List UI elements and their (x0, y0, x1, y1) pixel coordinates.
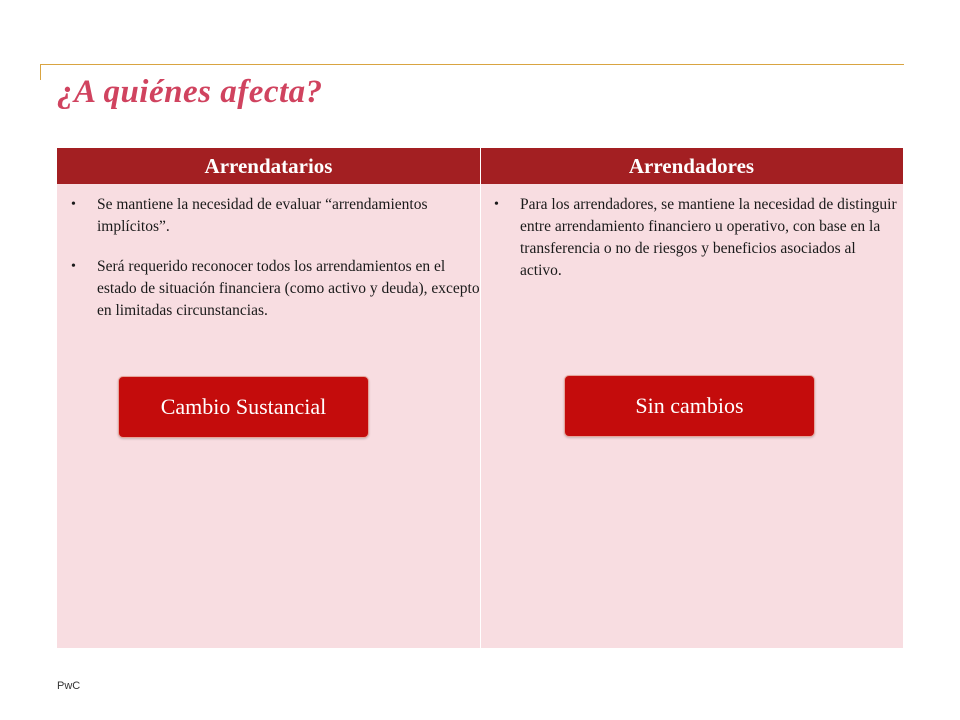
list-item (69, 194, 481, 238)
list-item (492, 194, 900, 282)
footer-brand: PwC (57, 680, 81, 692)
callout-cambio-sustancial: Cambio Sustancial (118, 376, 369, 438)
top-accent-tick (40, 64, 41, 80)
bullet-text: Para los arrendadores, se mantiene la necesidad de distinguir entre arrendamiento financiero u operativo, con base en la transferencia o no de riesgos y beneficios asociados al activo. (520, 196, 897, 279)
slide-title: ¿A quiénes afecta? (57, 74, 323, 110)
bullet-text: Se mantiene la necesidad de evaluar “arrendamientos implícitos”. (97, 196, 428, 235)
bullet-text: Será requerido reconocer todos los arrendamientos en el estado de situación financiera (como activo y deuda), excepto en limitadas circunstancias. (97, 258, 480, 319)
bullet-icon: • (494, 197, 499, 212)
list-item (69, 256, 481, 322)
header-arrendatarios: Arrendatarios (204, 154, 333, 178)
bullet-list-right (492, 194, 900, 282)
bullet-icon: • (71, 259, 76, 274)
bullet-icon: • (71, 197, 76, 212)
bullet-list-left (69, 194, 481, 322)
cell-arrendatarios (69, 194, 481, 340)
top-accent-rule (40, 64, 904, 65)
header-arrendadores: Arrendadores (628, 154, 755, 178)
callout-sin-cambios: Sin cambios (564, 375, 815, 437)
cell-arrendadores (492, 194, 900, 300)
